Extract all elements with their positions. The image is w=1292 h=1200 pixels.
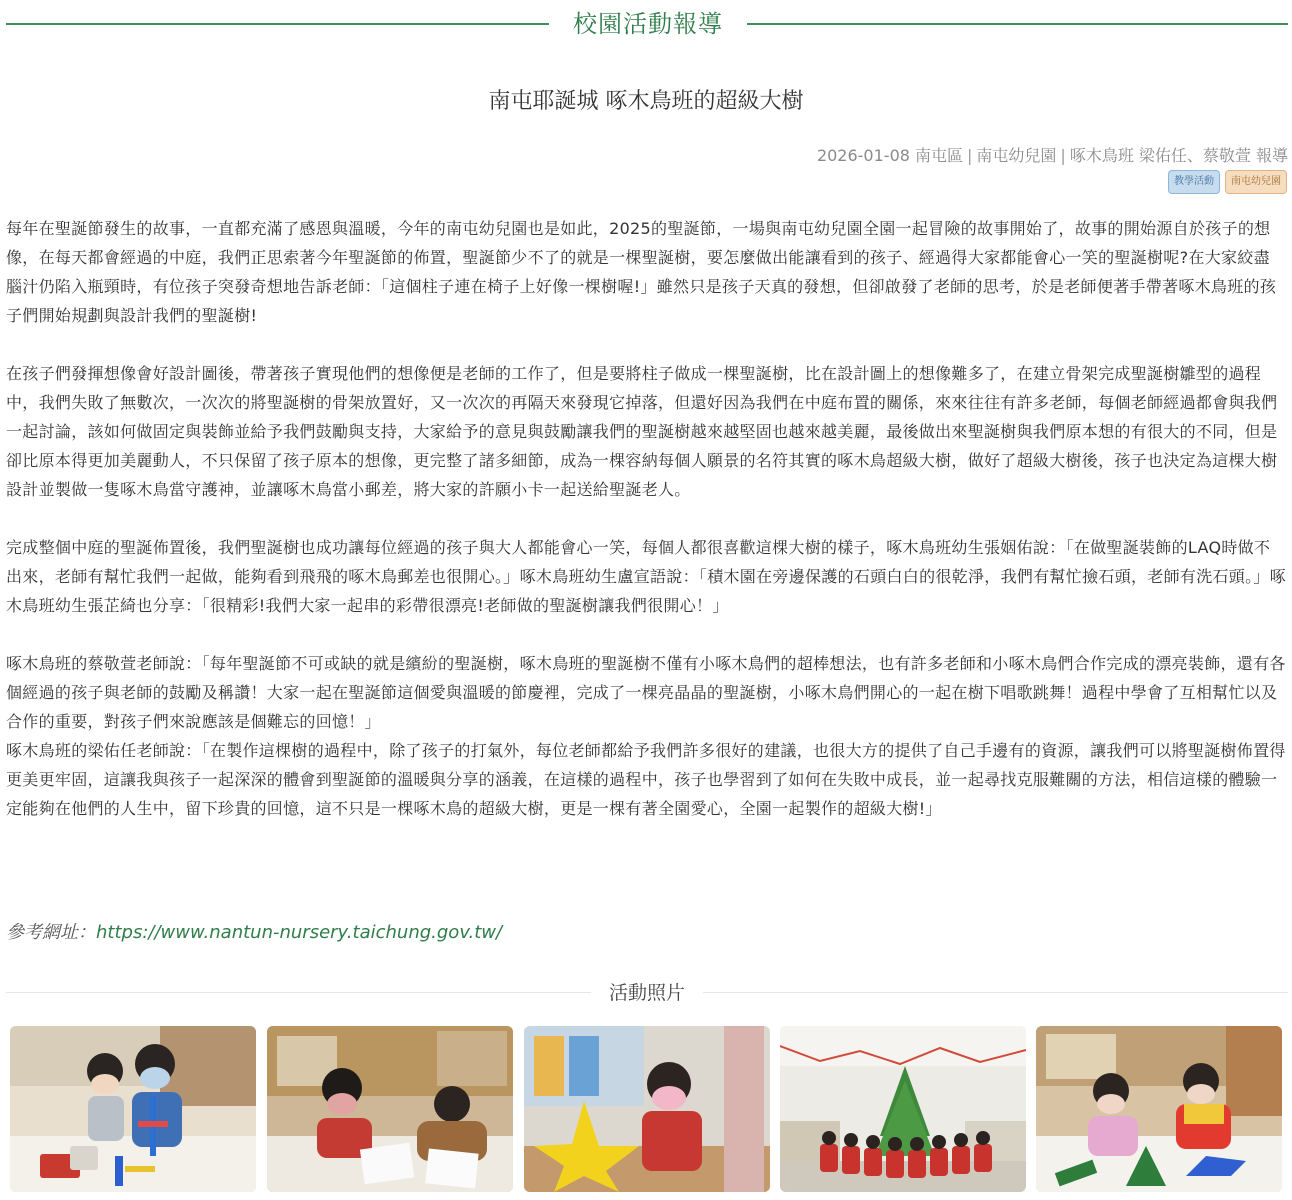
- photo-image: [1036, 1026, 1282, 1192]
- article-paragraph: 每年在聖誕節發生的故事，一直都充滿了感恩與溫暖，今年的南屯幼兒園也是如此，2025的聖誕節，一場與南屯幼兒園全園一起冒險的故事開始了，故事的開始源自於孩子的想像，在每天都會經過的中庭，我們正思索著今年聖誕節的佈置，聖誕節少不了的就是一棵聖誕樹，要怎麼做出能讓看到的孩子、經過得大家都能會心一笑的聖誕樹呢?在大家絞盡腦汁仍陷入瓶頸時，有位孩子突發奇想地告訴老師：「這個柱子連在椅子上好像一棵樹喔!」雖然只是孩子天真的發想，但卻啟發了老師的思考，於是老師便著手帶著啄木鳥班的孩子們開始規劃與設計我們的聖誕樹!: [6, 219, 1277, 325]
- section-title: 校園活動報導: [573, 10, 723, 38]
- meta-reporter: 啄木鳥班 梁佑任、蔡敬萱 報導: [1069, 146, 1288, 165]
- photo-image: [10, 1026, 256, 1192]
- article-paragraph: 啄木鳥班的蔡敬萱老師說：「每年聖誕節不可或缺的就是繽紛的聖誕樹，啄木鳥班的聖誕樹不僅有小啄木鳥們的超棒想法，也有許多老師和小啄木鳥們合作完成的漂亮裝飾，還有各個經過的孩子與老師的鼓勵及稱讚！大家一起在聖誕節這個愛與溫暖的節慶裡，完成了一棵亮晶晶的聖誕樹，小啄木鳥們開心的一起在樹下唱歌跳舞！過程中學會了互相幫忙以及合作的重要，對孩子們來說應該是個難忘的回憶！」: [6, 654, 1286, 731]
- photo-children-crafting-tree[interactable]: [1036, 1026, 1282, 1192]
- photo-section-title: 活動照片: [608, 982, 685, 1004]
- photo-section-header: [6, 974, 1288, 1010]
- meta-date-area: 2026-01-08 南屯區: [816, 146, 964, 165]
- article-paragraph: 啄木鳥班的梁佑任老師說：「在製作這棵樹的過程中，除了孩子的打氣外，每位老師都給予我們許多很好的建議，也很大方的提供了自己手邊有的資源，讓我們可以將聖誕樹佈置得更美更牢固，這讓我與孩子一起深深的體會到聖誕節的溫暖與分享的涵義，在這樣的過程中，孩子也學習到了如何在失敗中成長，並一起尋找克服難關的方法，相信這樣的體驗一定能夠在他們的人生中，留下珍貴的回憶，這不只是一棵啄木鳥的超級大樹，更是一棵有著全園愛心，全園一起製作的超級大樹!」: [6, 741, 1286, 818]
- article-body: [6, 214, 1286, 823]
- tag-teaching-activity[interactable]: 教學活動: [1168, 170, 1220, 194]
- header-divider-right: [747, 23, 1288, 25]
- photo-children-drawing[interactable]: [267, 1026, 513, 1192]
- photo-divider-left: [6, 992, 591, 993]
- meta-separator: |: [967, 146, 973, 165]
- photo-image: [267, 1026, 513, 1192]
- article-paragraph: 在孩子們發揮想像會好設計圖後，帶著孩子實現他們的想像便是老師的工作了，但是要將柱子做成一棵聖誕樹，比在設計圖上的想像難多了，在建立骨架完成聖誕樹雛型的過程中，我們失敗了無數次，一次次的將聖誕樹的骨架放置好，又一次次的再隔天來發現它掉落，但還好因為我們在中庭布置的關係，來來往往有許多老師，每個老師經過都會與我們一起討論，該如何做固定與裝飾並給予我們鼓勵與支持，大家給予的意見與鼓勵讓我們的聖誕樹越來越堅固也越來越美麗，最後做出來聖誕樹與我們原本想的有很大的不同，但是卻比原本得更加美麗動人，不只保留了孩子原本的想像，更完整了諸多細節，成為一棵容納每個人願景的名符其實的啄木鳥超級大樹，做好了超級大樹後，孩子也決定為這棵大樹設計並製做一隻啄木鳥當守護神，並讓啄木鳥當小郵差，將大家的許願小卡一起送給聖誕老人。: [6, 364, 1278, 499]
- tag-school[interactable]: 南屯幼兒園: [1225, 170, 1287, 194]
- tag-list: [1168, 170, 1287, 194]
- article-meta: [817, 143, 1288, 166]
- photo-image: [780, 1026, 1026, 1192]
- photo-group-christmas-tree[interactable]: [780, 1026, 1026, 1192]
- article-paragraph: 完成整個中庭的聖誕佈置後，我們聖誕樹也成功讓每位經過的孩子與大人都能會心一笑，每個人都很喜歡這棵大樹的樣子，啄木鳥班幼生張姻佑說：「在做聖誕裝飾的LAQ時做不出來，老師有幫忙我們一起做，能夠看到飛飛的啄木鳥郵差也很開心。」啄木鳥班幼生盧宣語說：「積木園在旁邊保護的石頭白白的很乾淨，我們有幫忙撿石頭，老師有洗石頭。」啄木鳥班幼生張芷綺也分享：「很精彩!我們大家一起串的彩帶很漂亮!老師做的聖誕樹讓我們很開心！」: [6, 538, 1287, 615]
- photo-divider-right: [703, 992, 1288, 993]
- photo-gallery: [10, 1026, 1286, 1192]
- reference: [6, 918, 502, 944]
- photo-child-decorating-star[interactable]: [524, 1026, 770, 1192]
- photo-children-building-laq[interactable]: [10, 1026, 256, 1192]
- header-divider-left: [6, 23, 549, 25]
- meta-school: 南屯幼兒園: [976, 146, 1057, 165]
- article-title: 南屯耶誕城 啄木鳥班的超級大樹: [488, 89, 804, 114]
- section-header: [6, 0, 1288, 46]
- meta-separator: |: [1060, 146, 1066, 165]
- reference-link[interactable]: https://www.nantun-nursery.taichung.gov.tw/: [96, 922, 503, 943]
- photo-image: [524, 1026, 770, 1192]
- reference-label: 參考網址：: [6, 922, 96, 943]
